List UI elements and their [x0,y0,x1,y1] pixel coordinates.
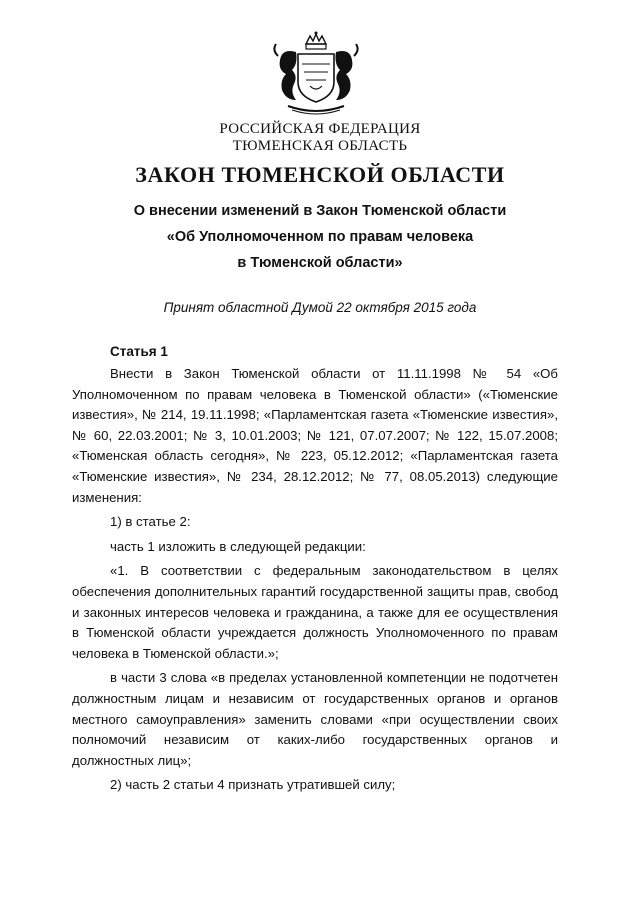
article-heading: Статья 1 [110,344,168,359]
article-body [72,364,558,796]
quoted-text-paragraph: «1. В соответствии с федеральным законодательством в целях обеспечения дополнительных гарантий государственной защиты прав, свобод и законных интересов человека и гражданина, а также для ее осуществления в Тюменской области учреждается должность Уполномоченного по правам человека в Тюменской области.»; [72,563,558,661]
item-2-paragraph: 2) часть 2 статьи 4 признать утратившей силу; [110,777,396,793]
adoption-note: Принят областной Думой 22 октября 2015 года [163,300,477,315]
subtitle-line-1: О внесении изменений в Закон Тюменской области [133,203,507,219]
coat-of-arms-icon [268,30,364,118]
subtitle-line-3: в Тюменской области» [237,255,403,271]
part-3-paragraph: в части 3 слова «в пределах установленной компетенции не подотчетен должностным лицам и независим от государственных органов и органов местного самоуправления» заменить словами «при осуществлении своих полномочий независим от каких-либо государственных органов и должностных лиц»; [72,670,558,768]
part-1-paragraph: часть 1 изложить в следующей редакции: [110,538,366,554]
region-heading: ТЮМЕНСКАЯ ОБЛАСТЬ [232,138,408,154]
item-1-paragraph: 1) в статье 2: [110,514,191,530]
country-heading: РОССИЙСКАЯ ФЕДЕРАЦИЯ [219,121,421,137]
subtitle-line-2: «Об Уполномоченном по правам человека [166,229,474,245]
article-intro-paragraph: Внести в Закон Тюменской области от 11.11.1998 № 54 «Об Уполномоченном по правам человека в Тюменской области» («Тюменские известия», № 214, 19.11.1998; «Парламентская газета «Тюменские известия», № 60, 22.03.2001; № 3, 10.01.2003; № 121, 07.07.2007; № 122, 15.07.2008; «Тюменская область сегодня», № 223, 05.12.2012; «Парламентская газета «Тюменские известия», № 234, 28.12.2012; № 77, 08.05.2013) следующие изменения: [72,366,558,505]
law-title: ЗАКОН ТЮМЕНСКОЙ ОБЛАСТИ [135,162,505,187]
